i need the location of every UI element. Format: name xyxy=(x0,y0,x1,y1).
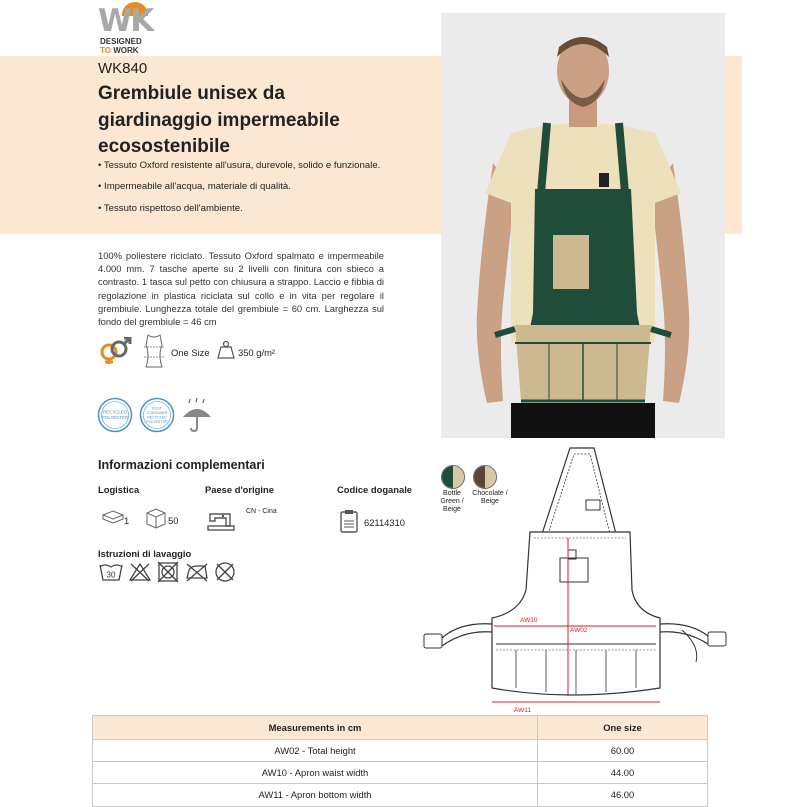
svg-text:POLYESTER: POLYESTER xyxy=(146,420,168,424)
customs-value: 62114310 xyxy=(364,517,406,528)
product-code: WK840 xyxy=(98,60,148,77)
measurement-label: AW02 - Total height xyxy=(93,740,538,762)
garment-size-icon xyxy=(141,333,167,371)
svg-text:POST: POST xyxy=(152,406,162,411)
wash-30-icon xyxy=(99,561,123,583)
logistics-unit-qty: 1 xyxy=(124,515,130,526)
svg-text:AW11: AW11 xyxy=(514,707,531,714)
post-consumer-recycled-badge xyxy=(139,397,175,433)
measurement-value: 60.00 xyxy=(538,740,708,762)
measurement-label: AW10 - Apron waist width xyxy=(93,762,538,784)
package-icon xyxy=(102,510,124,524)
model-wearing-apron-image xyxy=(441,13,725,438)
svg-text:RECYCLED: RECYCLED xyxy=(103,409,127,415)
customs-label: Codice doganale xyxy=(337,484,413,495)
origin-value: CN - Cina xyxy=(246,508,277,515)
measurements-table xyxy=(92,715,708,807)
logo-text: WK xyxy=(98,3,153,39)
table-row xyxy=(93,740,708,762)
origin-label: Paese d'origine xyxy=(205,484,274,495)
table-row xyxy=(93,762,708,784)
product-title: Grembiule unisex da giardinaggio impermeabile ecosostenibile xyxy=(98,83,340,157)
feature-bullet: • Tessuto rispettoso dell'ambiente. xyxy=(98,203,243,214)
logo-tagline-2: TO WORK xyxy=(100,46,139,55)
table-row xyxy=(93,784,708,806)
svg-text:POLYESTER: POLYESTER xyxy=(101,415,129,420)
no-bleach-icon xyxy=(129,562,151,582)
size-label: One Size xyxy=(171,347,210,358)
unisex-icon xyxy=(98,337,132,365)
no-dry-clean-icon xyxy=(214,561,236,583)
apron-technical-drawing xyxy=(420,440,735,720)
svg-text:CONSUMER: CONSUMER xyxy=(146,411,168,415)
care-label: Istruzioni di lavaggio xyxy=(98,548,192,559)
color-label-bottle-green-beige: Bottle Green / Beige xyxy=(440,490,464,514)
customs-clipboard-icon xyxy=(339,508,359,534)
weight-icon xyxy=(216,340,236,360)
sewing-machine-icon xyxy=(207,508,235,532)
logo-tagline-1: DESIGNED xyxy=(100,37,142,46)
svg-text:30: 30 xyxy=(106,570,116,580)
brand-logo xyxy=(98,3,154,55)
product-photo xyxy=(441,13,725,438)
color-label-chocolate-beige: Chocolate / Beige xyxy=(472,490,508,506)
svg-text:RECYCLED: RECYCLED xyxy=(147,415,167,420)
svg-text:AW02: AW02 xyxy=(570,627,588,634)
measurement-value: 46.00 xyxy=(538,784,708,806)
product-description: 100% poliestere riciclato. Tessuto Oxford spalmato e impermeabile 4.000 mm. 7 tasche aperte su 2 livelli con finitura con sbieco a contrasto. 1 tasca sul petto con chiusura a strappo. Laccio e fibbia di regolazione in plastica riciclata sul collo e in vita per regolare il grembiule. Lunghezza totale del grembiule = 60 cm. Larghezza sul fondo del grembiule = 46 cm xyxy=(98,250,384,328)
measurement-label: AW11 - Apron bottom width xyxy=(93,784,538,806)
weight-label: 350 g/m² xyxy=(238,347,275,358)
svg-text:AW10: AW10 xyxy=(520,617,538,624)
measurement-value: 44.00 xyxy=(538,762,708,784)
table-header: One size xyxy=(538,716,708,740)
feature-bullet: • Tessuto Oxford resistente all'usura, durevole, solido e funzionale. xyxy=(98,160,381,171)
box-icon xyxy=(145,507,167,529)
logistics-carton-qty: 50 xyxy=(168,515,179,526)
recycled-polyester-badge xyxy=(97,397,133,433)
table-header-row xyxy=(93,716,708,740)
waterproof-umbrella-icon xyxy=(181,397,213,433)
feature-bullet: • Impermeabile all'acqua, materiale di qualità. xyxy=(98,181,291,192)
no-tumble-dry-icon xyxy=(157,561,179,583)
table-header: Measurements in cm xyxy=(93,716,538,740)
info-heading: Informazioni complementari xyxy=(98,458,265,472)
logistics-label: Logistica xyxy=(98,484,140,495)
no-iron-icon xyxy=(185,562,209,582)
